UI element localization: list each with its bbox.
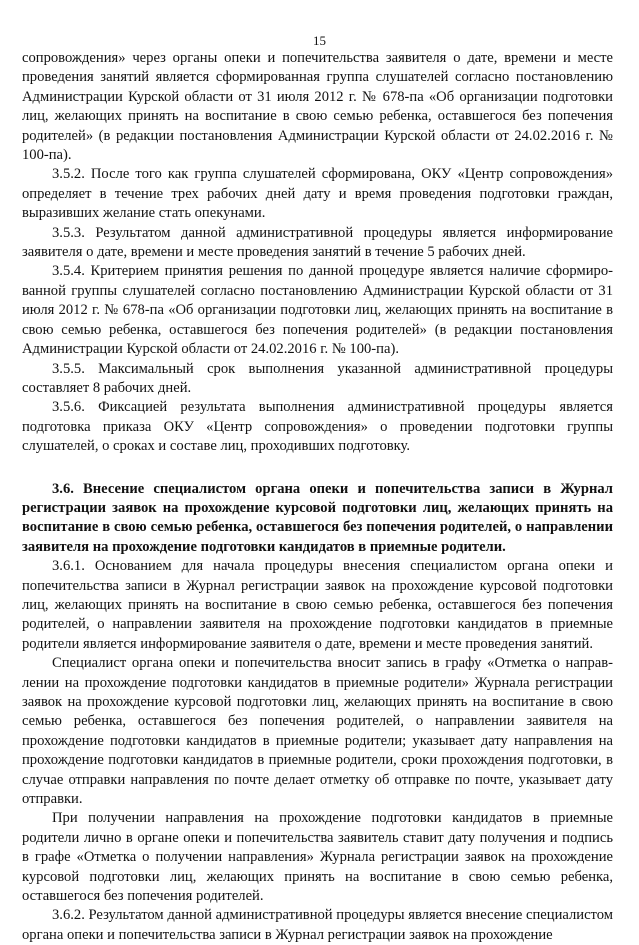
paragraph-3-5-3: 3.5.3. Результатом данной административной процедуры является информирование заявителя о дате, времени и месте проведения занятий в течение 5 рабочих дней.: [22, 224, 613, 261]
paragraph-specialist-entry: Специалист органа опеки и попечительства вносит запись в графу «Отметка о направлении на прохождение подготовки кандидатов в приемные родители» Журнала регистрации заявок на прохождение курсовой подготовки лиц, желающих принять на воспитание в свою семью ребенка, оставшегося без попечения родителей, о направлении заявителя на прохождение подготовки кандидатов в приемные родители; указывает дату направления на прохождение подготовки кандидатов в приемные родители, сроки прохождения подготовки, в случае отправки направления по почте делает отметку об отправке по почте, указывает дату отправки.: [22, 655, 613, 808]
paragraph-3-5-5: 3.5.5. Максимальный срок выполнения указанной административной процедуры составляет 8 рабочих дней.: [22, 360, 613, 396]
paragraph-receipt: При получении направления на прохождение подготовки кандидатов в приемные родители лично в органе опеки и попечительства заявитель ставит дату получения и подпись в графе «Отметка о получении направления» Журнала регистрации заявок на прохождение курсовой подготовки лиц, желающих принять на воспитание в свою семью ребенка, оставшегося без попечения родителей.: [22, 810, 613, 905]
page-number: 15: [313, 33, 326, 48]
paragraph-3-5-2: 3.5.2. После того как группа слушателей сформирована, ОКУ «Центр сопровождения» определяет в течение трех рабочих дней дату и время проведения подготовки граждан, выразивших желание стать опекунами.: [22, 166, 613, 222]
document-body: [22, 49, 613, 945]
paragraph-3-6-1: 3.6.1. Основанием для начала процедуры внесения специалистом органа опеки и попечительства записи в Журнал регистрации заявок на прохождение курсовой подготовки лиц, желающих принять на воспитание в свою семью ребенка, оставшегося без попечения родителей, о направлении заявителя на прохождение подготовки кандидатов в приемные родители является информирование заявителя о дате, времени и месте проведения занятий.: [22, 558, 613, 652]
paragraph-3-5-4: 3.5.4. Критерием принятия решения по данной процедуре является наличие сформированной группы слушателей согласно постановлению Администрации Курской области от 31 июля 2012 г. № 678-па «Об организации подготовки лиц, желающих принять на воспитание в свою семью ребенка, оставшегося без попечения родителей» (в редакции постановления Администрации Курской области от 24.02.2016 г. № 100-па).: [22, 263, 613, 358]
paragraph-3-5-6: 3.5.6. Фиксацией результата выполнения административной процедуры является подготовка приказа ОКУ «Центр сопровождения» о проведении подготовки группы слушателей, о сроках и составе лиц, проходивших подготовку.: [22, 399, 613, 455]
paragraph-continuation: сопровождения» через органы опеки и попечительства заявителя о дате, времени и месте проведения занятий является сформированная группа слушателей согласно постановлению Администрации Курской области от 31 июля 2012 г. № 678-па «Об организации подготовки лиц, желающих принять на воспитание в свою семью ребенка, оставшегося без попечения родителей» (в редакции постановления Администрации Курской области от 24.02.2016 г. № 100-па).: [22, 50, 613, 164]
paragraph-3-6-2: 3.6.2. Результатом данной административной процедуры является внесение специалистом органа опеки и попечительства записи в Журнал регистрации заявок на прохождение: [22, 907, 613, 943]
section-heading-3-6: 3.6. Внесение специалистом органа опеки и попечительства записи в Журнал регистрации заявок на прохождение курсовой подготовки лиц, желающих принять на воспитание в свою семью ребенка, оставшегося без попечения родителей, о направлении заявителя на прохождение подготовки кандидатов в приемные родители.: [22, 480, 613, 555]
